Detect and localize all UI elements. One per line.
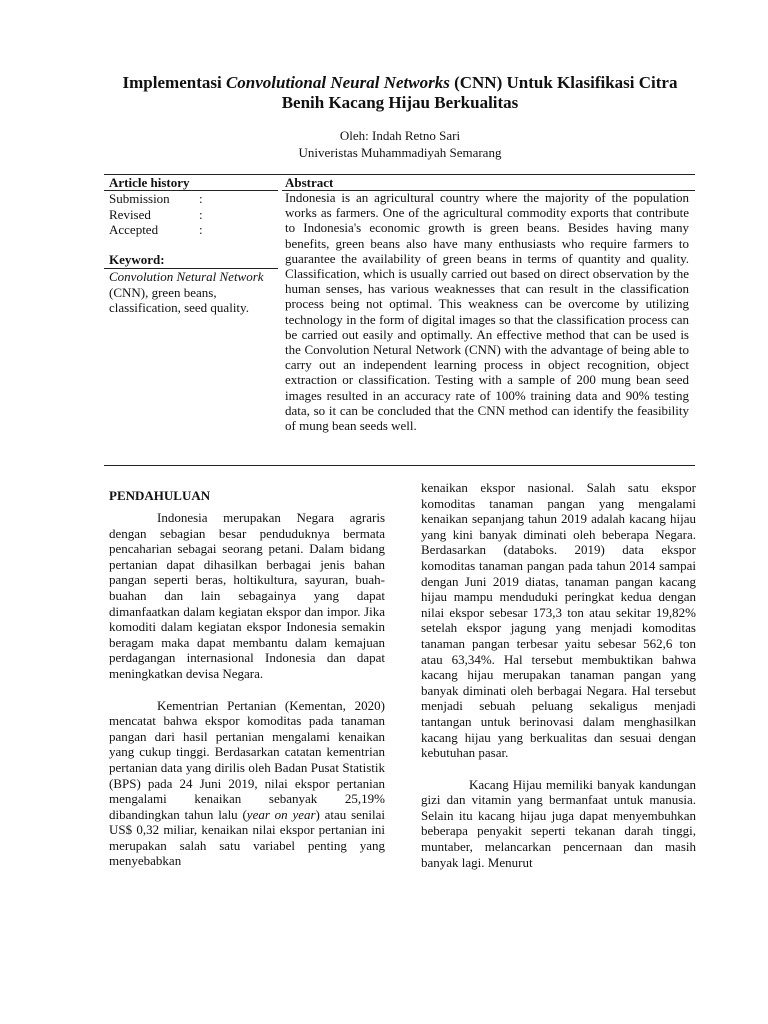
article-history-heading: Article history	[109, 175, 190, 190]
paper-title: Implementasi Convolutional Neural Networks (CNN) Untuk Klasifikasi Citra Benih Kacang Hijau Berkualitas	[122, 73, 678, 112]
history-row-accepted: Accepted :	[109, 222, 203, 237]
top-rule	[104, 174, 695, 175]
abstract-heading: Abstract	[285, 175, 334, 190]
right-paragraph-2: Kacang Hijau memiliki banyak kandungan gizi dan vitamin yang bermanfaat untuk manusia. Selain itu kacang hijau juga dapat menyembuhkan beberapa penyakit seperti tekanan darah tinggi, muntaber, melancarkan pencernaan dan masih banyak lagi. Menurut	[421, 776, 696, 870]
abstract-text: Indonesia is an agricultural country where the majority of the population works as farmers. One of the agricultural commodity exports that contribute to Indonesia's economic growth is green beans. Besides having many benefits, green beans also have many enthusiasts who require farmers to guarantee the availability of green beans in terms of quantity and quality. Classification, which is usually carried out based on direct observation by the human senses, has various weaknesses that can result in the classification process being not optimal. This weakness can be overcome by utilizing technology in the form of digital images so that the classification process can be carried out easily and optimally. An effective method that can be used is the Convolution Netural Network (CNN) with the advantage of being able to carry out an independent learning process in object recognition, object extraction or classification. Testing with a sample of 200 mung bean seed images resulted in an accuracy rate of 100% training data and 90% testing data, so it can be concluded that the CNN method can identify the feasibility of mung bean seeds well.	[285, 190, 689, 434]
left-paragraph-1: Indonesia merupakan Negara agraris dengan sebagian besar penduduknya bermata pencaharian sebagai seorang petani. Dalam bidang pertanian dapat dihasilkan berbagai jenis bahan pangan seperti beras, holtikultura, sayuran, buah-buahan dan lain sebagainya yang dapat dimanfaatkan dalam kegiatan ekspor dan impor. Jika komoditi dalam kegiatan ekspor Indonesia semakin beragam maka dapat membantu dalam kemajuan perdagangan internasional Indonesia dan dapat meningkatkan devisa Negara.	[109, 510, 385, 681]
history-row-submission: Submission :	[109, 191, 203, 206]
history-row-revised: Revised :	[109, 207, 203, 222]
right-column	[421, 480, 696, 870]
right-paragraph-1: kenaikan ekspor nasional. Salah satu ekspor komoditas tanaman pangan yang mengalami kenaikan sepanjang tahun 2019 adalah kacang hijau yang kini banyak diminati oleh beberapa Negara. Berdasarkan (databoks. 2019) data ekspor komoditas tanaman pangan pada tahun 2014 sampai dengan Juni 2019 diatas, tanaman pangan kacang hijau mampu menduduki peringkat kedua dengan nilai ekspor sebesar 173,3 ton atau sekitar 19,82% setelah ekspor jagung yang menjadi komoditas tanaman pangan terbesar yaitu sebesar 562,6 ton atau 63,34%. Hal tersebut membuktikan bahwa kacang hijau merupakan tanaman pangan yang banyak diminati oleh berbagai Negara. Hal tersebut menjadi sebuah peluang sekaligus menjadi tantangan untuk berinovasi dalam menghasilkan kacang hijau yang berkualitas dan sesuai dengan kebutuhan pasar.	[421, 480, 696, 761]
left-paragraph-2: Kementrian Pertanian (Kementan, 2020) mencatat bahwa ekspor komoditas pada tanaman pangan dari hasil pertanian mengalami kenaikan yang cukup tinggi. Berdasarkan catatan kementrian pertanian data yang dirilis oleh Badan Pusat Statistik (BPS) pada 24 Juni 2019, nilai ekspor pertanian mengalami kenaikan sebanyak 25,19% dibandingkan tahun lalu (year on year) atau senilai US$ 0,32 miliar, kenaikan nilai ekspor pertanian ini merupakan salah satu variabel penting yang menyebabkan	[109, 697, 386, 869]
bottom-rule	[104, 465, 695, 466]
left-column	[109, 510, 385, 869]
title-italic: Convolutional Neural Networks	[225, 73, 450, 92]
author-block	[110, 127, 690, 161]
keyword-heading: Keyword:	[109, 252, 165, 267]
keyword-text: Convolution Netural Network (CNN), green beans, classification, seed quality.	[109, 269, 264, 315]
author-affiliation: Univeristas Muhammadiyah Semarang	[298, 145, 502, 160]
author-name: Oleh: Indah Retno Sari	[339, 128, 461, 143]
section-heading-pendahuluan: PENDAHULUAN	[109, 488, 211, 503]
